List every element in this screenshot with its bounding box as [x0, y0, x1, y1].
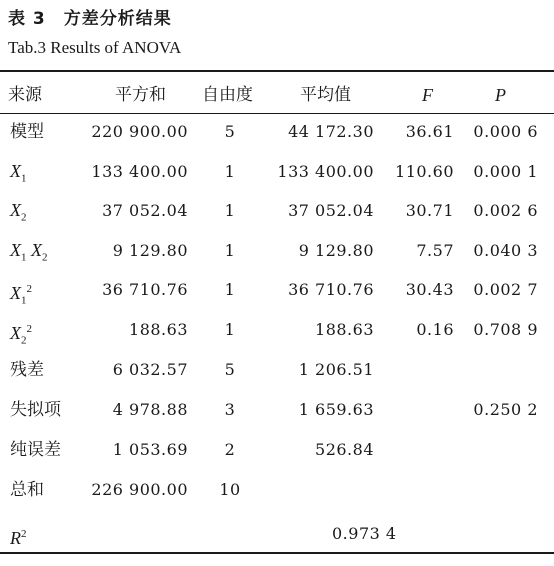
header-ss: 平方和	[115, 85, 166, 105]
cell-source: $X_2$	[10, 200, 27, 224]
header-f: F	[422, 85, 433, 105]
cell-df: 5	[224, 360, 236, 379]
cell-ms: 1 206.51	[298, 360, 374, 379]
cell-f: 0.16	[416, 320, 454, 339]
cell-df: 10	[219, 480, 241, 499]
cell-p: 0.708 9	[473, 320, 538, 339]
cell-source: $X_2^2$	[10, 323, 32, 347]
cell-source: $X_1$	[10, 161, 27, 185]
cell-ss: 4 978.88	[112, 400, 188, 419]
cell-ms: 526.84	[315, 440, 374, 459]
table-title-en: Tab.3 Results of ANOVA	[8, 38, 182, 57]
cell-p: 0.250 2	[473, 400, 538, 419]
cell-ss: 226 900.00	[91, 480, 188, 499]
cell-source: 模型	[10, 122, 44, 142]
cell-source: $X_1^2$	[10, 283, 32, 307]
r2-label: $R^2$	[10, 528, 27, 548]
cell-source: $X_1$ $X_2$	[10, 240, 48, 264]
cell-df: 5	[224, 122, 236, 141]
cell-ms: 37 052.04	[288, 201, 374, 220]
cell-source: 残差	[10, 360, 44, 380]
table-title-cn: 方差分析结果	[63, 9, 172, 29]
cell-ms: 9 129.80	[298, 241, 374, 260]
cell-ss: 188.63	[129, 320, 188, 339]
cell-df: 1	[224, 162, 236, 181]
cell-f: 110.60	[395, 162, 454, 181]
cell-ms: 44 172.30	[288, 122, 374, 141]
cell-source: 失拟项	[10, 400, 61, 420]
cell-f: 36.61	[405, 122, 454, 141]
table-caption-cn	[8, 4, 172, 29]
cell-ss: 133 400.00	[91, 162, 188, 181]
cell-f: 7.57	[416, 241, 454, 260]
cell-ms: 36 710.76	[288, 280, 374, 299]
cell-ss: 220 900.00	[91, 122, 188, 141]
cell-df: 1	[224, 280, 236, 299]
header-ms: 平均值	[300, 85, 351, 105]
cell-p: 0.000 6	[473, 122, 538, 141]
cell-ss: 9 129.80	[112, 241, 188, 260]
bottom-rule	[0, 552, 554, 554]
header-rule	[0, 113, 554, 114]
cell-df: 1	[224, 241, 236, 260]
cell-df: 1	[224, 320, 236, 339]
header-source: 来源	[8, 85, 42, 105]
top-rule	[0, 70, 554, 72]
cell-ms: 133 400.00	[277, 162, 374, 181]
cell-f: 30.43	[405, 280, 454, 299]
header-df: 自由度	[202, 85, 253, 105]
cell-df: 2	[224, 440, 236, 459]
cell-df: 3	[224, 400, 236, 419]
cell-p: 0.002 7	[473, 280, 538, 299]
cell-source: 总和	[10, 480, 44, 500]
r2-value: 0.973 4	[332, 524, 397, 543]
cell-df: 1	[224, 201, 236, 220]
cell-p: 0.000 1	[473, 162, 538, 181]
cell-ss: 1 053.69	[112, 440, 188, 459]
header-p: P	[495, 85, 506, 105]
cell-ms: 188.63	[315, 320, 374, 339]
cell-ss: 6 032.57	[112, 360, 188, 379]
cell-ms: 1 659.63	[298, 400, 374, 419]
cell-p: 0.002 6	[473, 201, 538, 220]
cell-ss: 37 052.04	[102, 201, 188, 220]
cell-f: 30.71	[405, 201, 454, 220]
cell-p: 0.040 3	[473, 241, 538, 260]
table-label: 表 3	[8, 9, 46, 29]
cell-ss: 36 710.76	[102, 280, 188, 299]
cell-source: 纯误差	[10, 440, 61, 460]
